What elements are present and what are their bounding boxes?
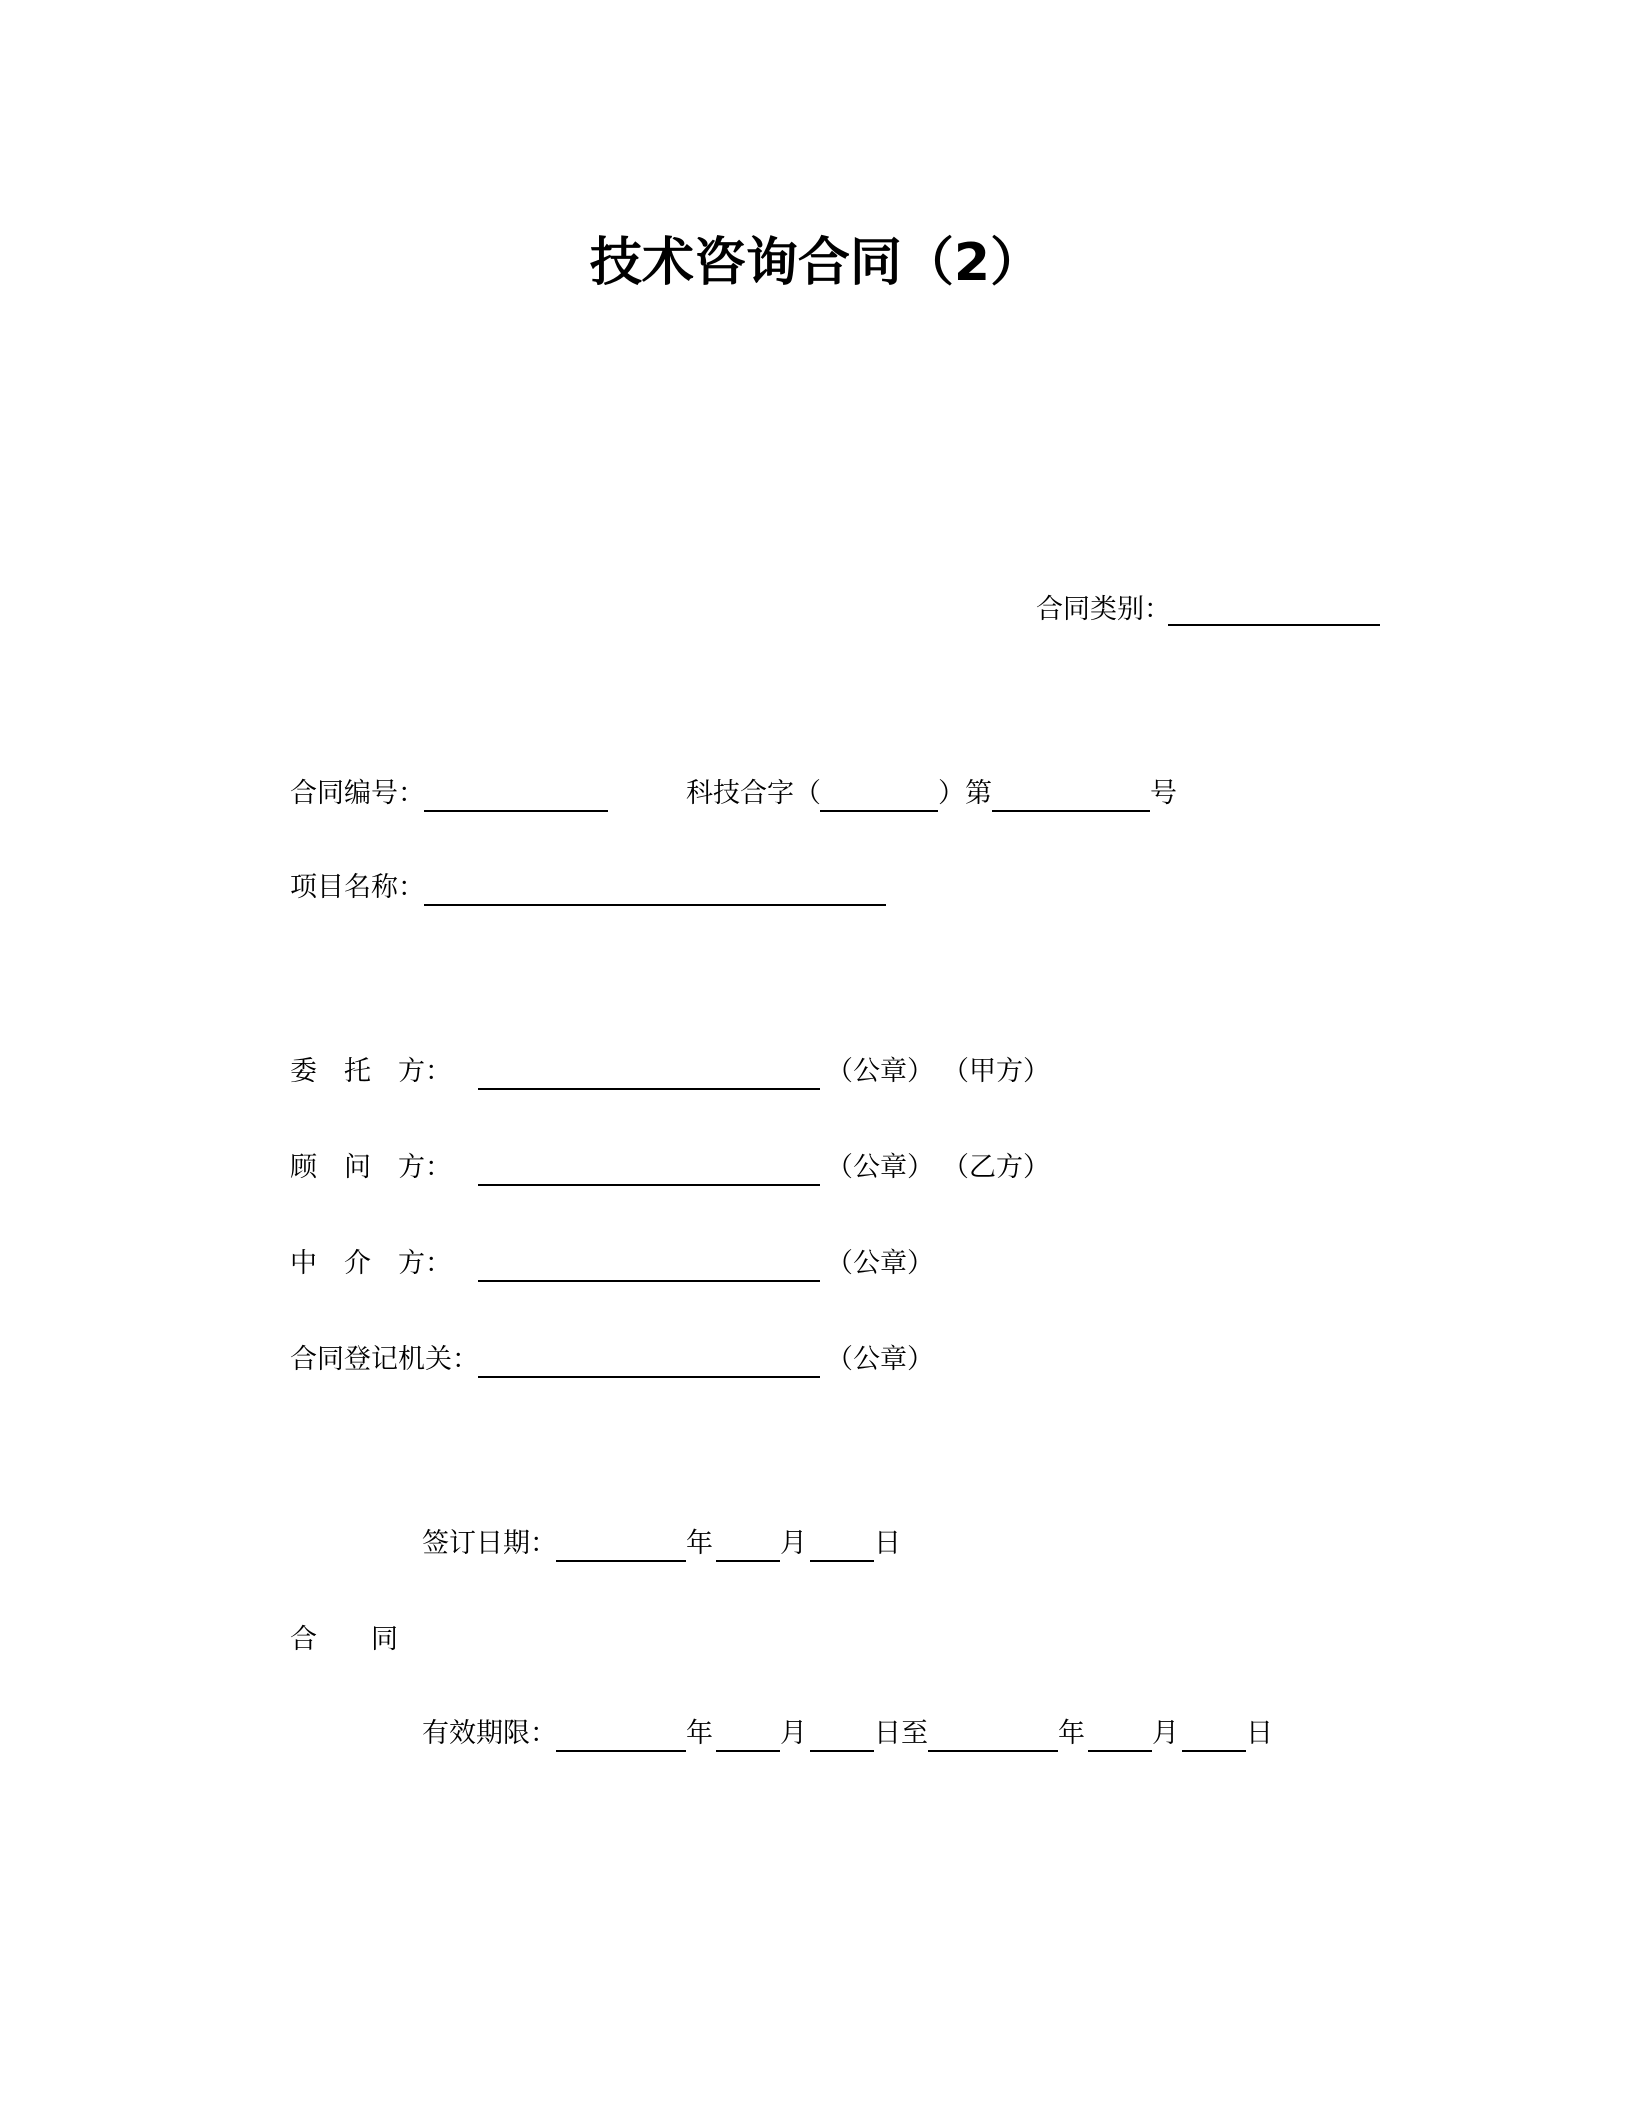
client-label: 委 托 方：: [290, 1056, 452, 1087]
project-name-label: 项目名称：: [290, 872, 425, 903]
contract-side-label: 合 同: [290, 1624, 398, 1655]
validity-start-day-field[interactable]: [810, 1750, 874, 1752]
registration-authority-label: 合同登记机关：: [290, 1344, 479, 1375]
contract-category-label: 合同类别：: [1036, 594, 1171, 625]
validity-end-year-field[interactable]: [928, 1750, 1058, 1752]
intermediary-field[interactable]: [478, 1280, 820, 1282]
consultant-field[interactable]: [478, 1184, 820, 1186]
contract-number-middle: ）第: [938, 778, 992, 809]
project-name-field[interactable]: [424, 904, 886, 906]
validity-start-month-field[interactable]: [716, 1750, 780, 1752]
intermediary-seal: （公章）: [826, 1248, 934, 1279]
contract-number-seq-field[interactable]: [992, 810, 1150, 812]
sign-date-label: 签订日期：: [422, 1528, 557, 1559]
contract-number-field[interactable]: [424, 810, 608, 812]
document-title: 技术咨询合同（2）: [589, 233, 1043, 293]
client-seal: （公章）: [826, 1056, 934, 1087]
consultant-label: 顾 问 方：: [290, 1152, 452, 1183]
contract-number-year-field[interactable]: [820, 810, 938, 812]
sign-date-day-label: 日: [874, 1528, 901, 1559]
consultant-seal: （公章）: [826, 1152, 934, 1183]
validity-start-year-label: 年: [686, 1718, 713, 1749]
contract-number-suffix: 号: [1150, 778, 1177, 809]
contract-category-field[interactable]: [1168, 624, 1380, 626]
client-role: （甲方）: [942, 1056, 1050, 1087]
validity-label: 有效期限：: [422, 1718, 557, 1749]
validity-start-month-label: 月: [780, 1718, 807, 1749]
validity-end-month-field[interactable]: [1088, 1750, 1152, 1752]
validity-end-day-label: 日: [1246, 1718, 1273, 1749]
registration-authority-field[interactable]: [478, 1376, 820, 1378]
contract-number-prefix: 科技合字（: [686, 778, 821, 809]
sign-date-year-field[interactable]: [556, 1560, 686, 1562]
consultant-role: （乙方）: [942, 1152, 1050, 1183]
intermediary-label: 中 介 方：: [290, 1248, 452, 1279]
sign-date-month-label: 月: [780, 1528, 807, 1559]
validity-end-month-label: 月: [1152, 1718, 1179, 1749]
sign-date-year-label: 年: [686, 1528, 713, 1559]
sign-date-day-field[interactable]: [810, 1560, 874, 1562]
sign-date-month-field[interactable]: [716, 1560, 780, 1562]
validity-end-year-label: 年: [1058, 1718, 1085, 1749]
validity-start-day-to-label: 日至: [874, 1718, 928, 1749]
validity-start-year-field[interactable]: [556, 1750, 686, 1752]
contract-number-label: 合同编号：: [290, 778, 425, 809]
validity-end-day-field[interactable]: [1182, 1750, 1246, 1752]
client-field[interactable]: [478, 1088, 820, 1090]
registration-authority-seal: （公章）: [826, 1344, 934, 1375]
